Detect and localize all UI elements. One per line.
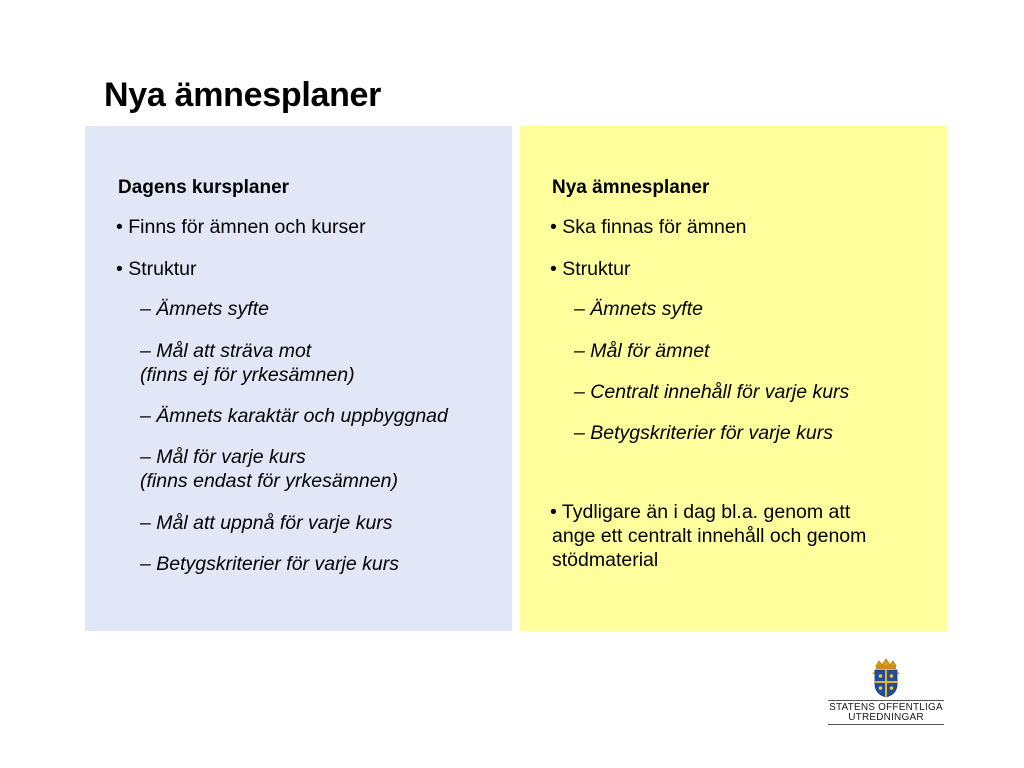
- left-subitem: – Mål att sträva mot: [140, 340, 312, 362]
- right-heading: Nya ämnesplaner: [552, 177, 710, 198]
- right-bullet: • Tydligare än i dag bl.a. genom att: [550, 501, 851, 523]
- left-bullet: • Finns för ämnen och kurser: [116, 216, 366, 238]
- left-heading: Dagens kursplaner: [118, 177, 290, 198]
- left-subitem-note: (finns ej för yrkesämnen): [140, 364, 355, 386]
- right-bullet: • Struktur: [550, 258, 631, 280]
- left-bullet: • Struktur: [116, 258, 197, 280]
- right-bullet-continued: ange ett centralt innehåll och genom: [552, 525, 867, 547]
- right-subitem: – Mål för ämnet: [574, 340, 710, 362]
- left-subitem: – Mål för varje kurs: [140, 446, 306, 468]
- right-bullet: • Ska finnas för ämnen: [550, 216, 747, 238]
- sou-logo: [828, 658, 944, 728]
- right-subitem: – Centralt innehåll för varje kurs: [574, 381, 850, 403]
- crown-shield-icon: [872, 658, 900, 703]
- logo-rule: [828, 700, 944, 701]
- right-subitem: – Betygskriterier för varje kurs: [574, 422, 833, 444]
- logo-rule: [828, 724, 944, 725]
- left-subitem: – Mål att uppnå för varje kurs: [140, 512, 393, 534]
- right-subitem: – Ämnets syfte: [574, 298, 703, 320]
- left-subitem: – Ämnets karaktär och uppbyggnad: [140, 405, 448, 427]
- left-subitem: – Betygskriterier för varje kurs: [140, 553, 399, 575]
- slide-title: Nya ämnesplaner: [104, 76, 382, 114]
- logo-text: UTREDNINGAR: [848, 712, 924, 723]
- left-subitem-note: (finns endast för yrkesämnen): [140, 470, 398, 492]
- logo-text: STATENS OFFENTLIGA: [829, 702, 943, 713]
- right-bullet-continued: stödmaterial: [552, 549, 659, 571]
- left-subitem: – Ämnets syfte: [140, 298, 269, 320]
